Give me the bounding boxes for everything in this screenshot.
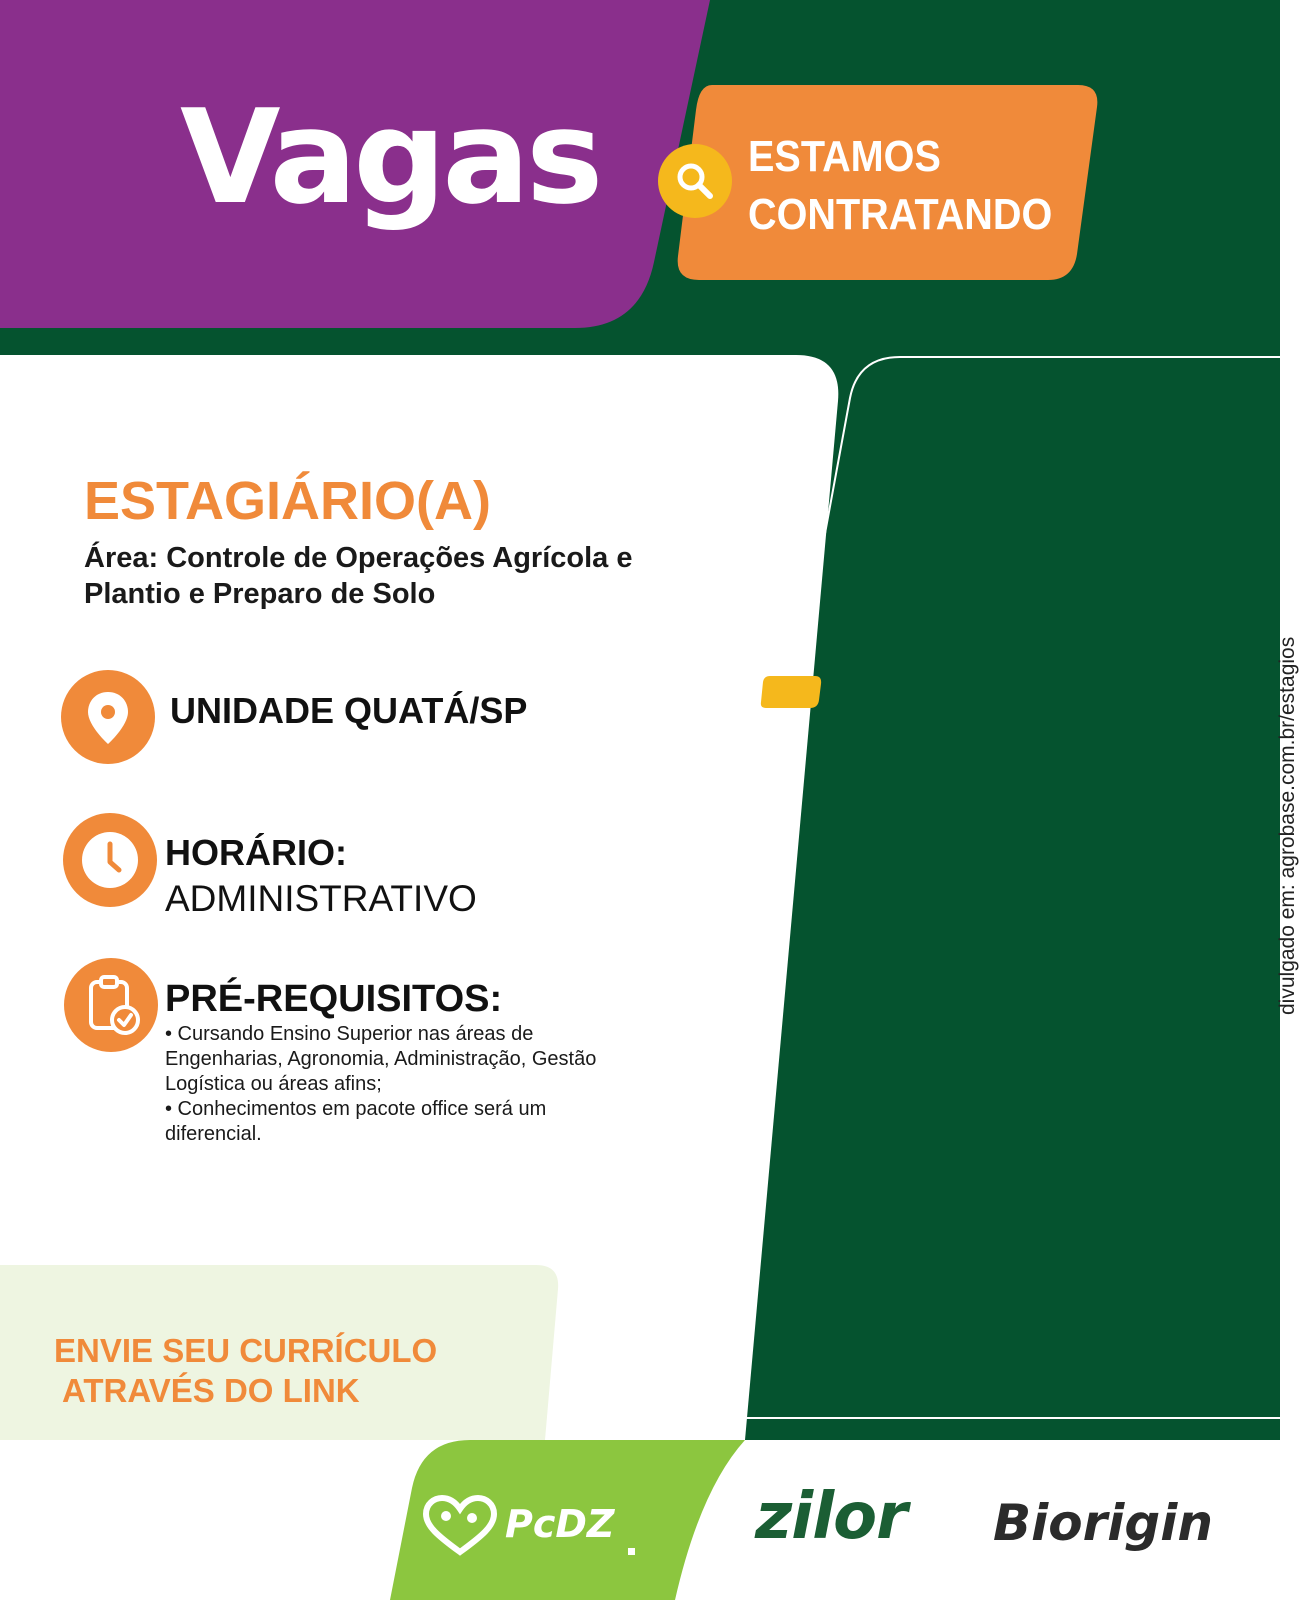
clock-icon [63,813,157,907]
biorigin-logo: Biorigin [993,1494,1213,1552]
headline-vagas: Vagas [180,81,600,233]
hiring-badge [748,128,1052,244]
schedule-value: ADMINISTRATIVO [165,878,477,919]
job-area [84,540,724,612]
cta-line-1: ENVIE SEU CURRÍCULO [54,1332,438,1369]
pcdz-logo-text: PcDZ [505,1502,615,1546]
job-area-line-1: Área: Controle de Operações Agrícola e [84,542,633,574]
hiring-line-1: ESTAMOS [748,132,941,181]
job-title: ESTAGIÁRIO(A) [84,471,491,531]
requirements-label: PRÉ-REQUISITOS: [165,978,503,1020]
search-icon [658,144,732,218]
unit-label: UNIDADE QUATÁ/SP [170,690,528,731]
hiring-line-2: CONTRATANDO [748,190,1053,239]
schedule-label: HORÁRIO: [165,832,347,873]
source-credit: divulgado em: agrobase.com.br/estagios [1276,636,1299,1015]
clipboard-check-icon [64,958,158,1052]
cta-text [54,1331,437,1411]
requirements-list [165,1022,635,1147]
requirement-item: • Cursando Ensino Superior nas áreas de Engenharias, Agronomia, Administração, Gestão Logística ou áreas afins; [165,1023,597,1095]
job-area-line-2: Plantio e Preparo de Solo [84,578,436,610]
requirement-item: • Conhecimentos em pacote office será um diferencial. [165,1098,547,1145]
location-pin-icon [61,670,155,764]
cta-line-2: ATRAVÉS DO LINK [62,1372,360,1409]
zilor-logo: zilor [755,1480,907,1554]
